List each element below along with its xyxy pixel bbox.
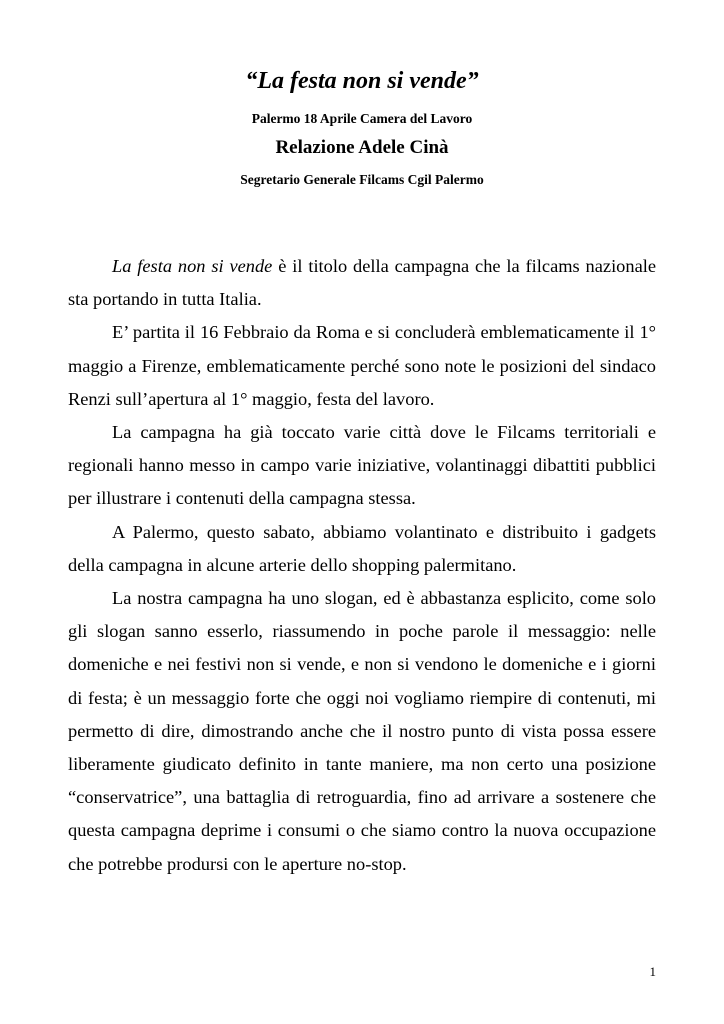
page-number: 1 — [649, 964, 656, 979]
paragraph-5: La nostra campagna ha uno slogan, ed è abbastanza esplicito, come solo gli slogan sanno esserlo, riassumendo in poche parole il messaggio: nelle domeniche e nei festivi non si vende, e non si vendono le domeniche e i giorni di festa; è un messaggio forte che oggi noi vogliamo riempire di contenuti, mi permetto di dire, dimostrando anche che il nostro punto di vista possa essere liberamente giudicato definito in tante maniere, ma non certo una posizione “conservatrice”, una battaglia di retroguardia, fino ad arrivare a sostenere che questa campagna deprime i consumi o che siamo contro la nuova occupazione che potrebbe prodursi con le aperture no-stop. — [68, 588, 656, 874]
paragraph-1 — [68, 250, 656, 316]
document-body — [68, 250, 656, 881]
paragraph-1-lead: La festa non si vende — [112, 256, 273, 276]
speaker-role: Segretario Generale Filcams Cgil Palermo — [240, 172, 484, 187]
paragraph-4: A Palermo, questo sabato, abbiamo volantinato e distribuito i gadgets della campagna in alcune arterie dello shopping palermitano. — [68, 521, 656, 575]
speaker-heading: Relazione Adele Cinà — [275, 137, 449, 158]
paragraph-3: La campagna ha già toccato varie città dove le Filcams territoriali e regionali hanno messo in campo varie iniziative, volantinaggi dibattiti pubblici per illustrare i contenuti della campagna stessa. — [68, 422, 656, 509]
paragraph-2: E’ partita il 16 Febbraio da Roma e si concluderà emblematicamente il 1° maggio a Firenze, emblematicamente perché sono note le posizioni del sindaco Renzi sull’apertura al 1° maggio, festa del lavoro. — [68, 322, 656, 409]
document-subtitle: Palermo 18 Aprile Camera del Lavoro — [251, 111, 473, 126]
document-title: “La festa non si vende” — [245, 68, 479, 94]
paragraph-1-text: è il titolo della campagna che la filcams nazionale sta portando in tutta Italia. — [68, 256, 657, 310]
